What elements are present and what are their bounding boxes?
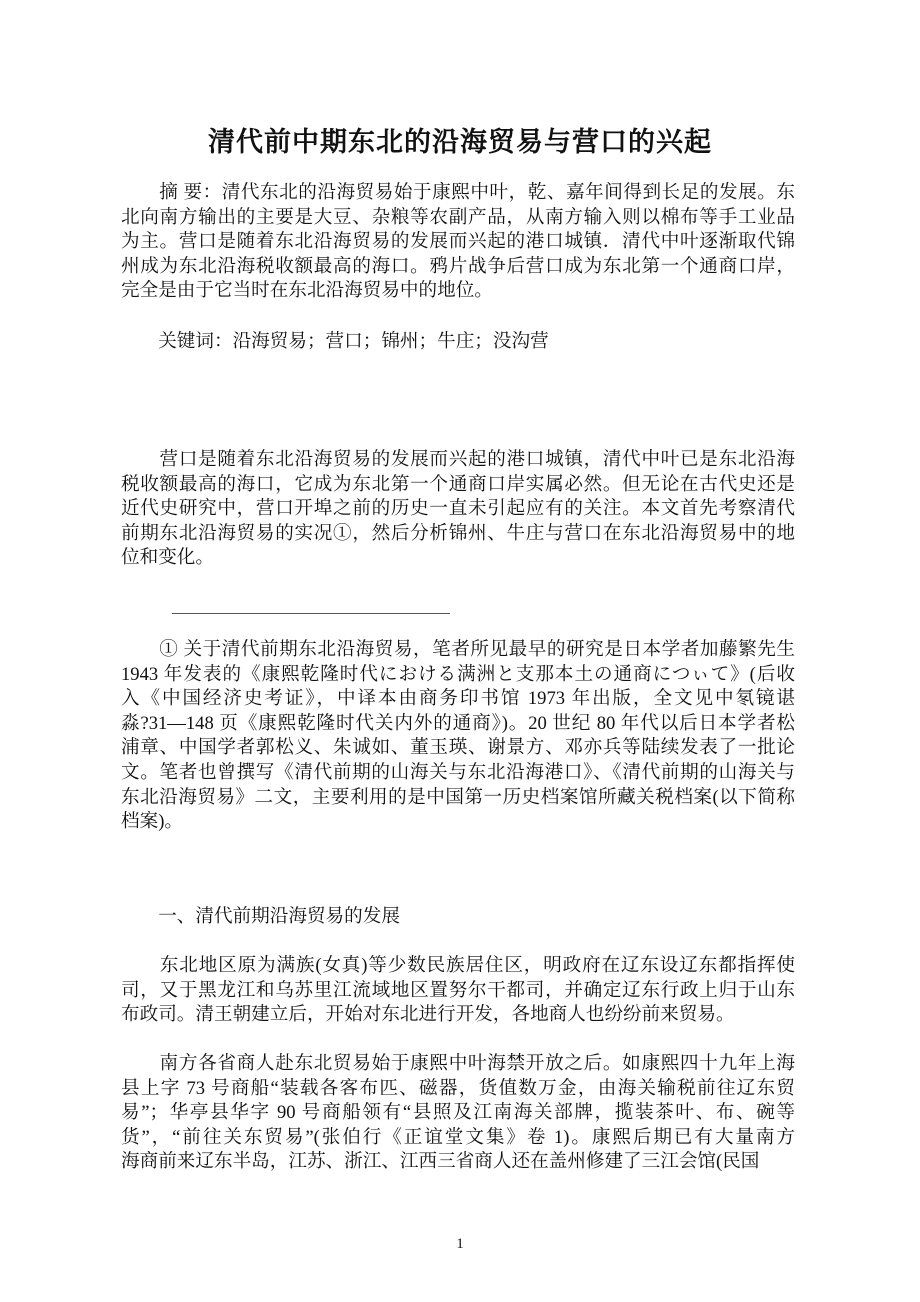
keywords	[121, 330, 795, 355]
text-line: 北向南方输出的主要是大豆、杂粮等农副产品，从南方输入则以棉布等手工业品	[121, 206, 795, 228]
text-line: ① 关于清代前期东北沿海贸易，笔者所见最早的研究是日本学者加藤繁先生	[121, 639, 795, 660]
text-line: 位和变化。	[121, 547, 214, 569]
footnote	[121, 638, 795, 835]
text-line: 东北地区原为满族(女真)等少数民族居住区，明政府在辽东设辽东都指挥使	[121, 955, 795, 976]
text-line: 州成为东北沿海税收额最高的海口。鸦片战争后营口成为东北第一个通商口岸，	[121, 255, 795, 277]
text-line: 档案)。	[121, 811, 183, 833]
text-line: 司，又于黑龙江和乌苏里江流域地区置努尔干都司，并确定辽东行政上归于山东	[121, 979, 795, 1001]
footnote-separator	[172, 613, 450, 614]
text-line: 入《中国经济史考证》，中译本由商务印书馆 1973 年出版，全文见中氡镜谌	[121, 688, 795, 710]
text-line: 浦章、中国学者郭松义、朱诚如、董玉瑛、谢景方、邓亦兵等陆续发表了一批论	[121, 737, 795, 759]
text-line: 易”；华亭县华字 90 号商船领有“县照及江南海关部牌，揽装茶叶、布、碗等	[121, 1102, 795, 1124]
text-line: 布政司。清王朝建立后，开始对东北进行开发，各地商人也纷纷前来贸易。	[121, 1004, 735, 1026]
text-line: 文。笔者也曾撰写《清代前期的山海关与东北沿海港口》、《清代前期的山海关与	[121, 761, 795, 783]
text-line: 淼?31—148 页《康熙乾隆时代关内外的通商》)。20 世纪 80 年代以后日本学者松	[121, 712, 795, 734]
text-line: 税收额最高的海口，它成为东北第一个通商口岸实属必然。但无论在古代史还是	[121, 473, 795, 495]
text-line: 一、清代前期沿海贸易的发展	[121, 906, 400, 927]
text-line: 货”，“前往关东贸易”(张伯行《正谊堂文集》卷 1)。康熙后期已有大量南方	[121, 1126, 795, 1148]
text-line: 前期东北沿海贸易的实况①，然后分析锦州、牛庄与营口在东北沿海贸易中的地	[121, 522, 795, 544]
abstract	[121, 181, 795, 304]
text-line: 近代史研究中，营口开埠之前的历史一直未引起应有的关注。本文首先考察清代	[121, 498, 795, 520]
page-number: 1	[456, 1236, 464, 1252]
text-line: 1943 年发表的《康熙乾隆时代における满洲と支那本土の通商につぃて》(后收	[121, 663, 795, 685]
text-line: 为主。营口是随着东北沿海贸易的发展而兴起的港口城镇．清代中叶逐渐取代锦	[121, 231, 795, 253]
intro-paragraph	[121, 448, 795, 571]
text-line: 县上字 73 号商船“装载各客布匹、磁器，货值数万金，由海关输税前往辽东贸	[121, 1077, 795, 1099]
text-line: 营口是随着东北沿海贸易的发展而兴起的港口城镇，清代中叶已是东北沿海	[121, 449, 795, 470]
section-heading	[121, 905, 795, 930]
text-line: 完全是由于它当时在东北沿海贸易中的地位。	[121, 280, 493, 302]
body-paragraph-1	[121, 954, 795, 1028]
text-line: 东北沿海贸易》二文，主要利用的是中国第一历史档案馆所藏关税档案(以下简称	[121, 786, 795, 808]
body-paragraph-2	[121, 1052, 795, 1175]
text-line: 海商前来辽东半岛，江苏、浙江、江西三省商人还在盖州修建了三江会馆(民国	[121, 1151, 760, 1173]
text-line: 关键词：沿海贸易；营口；锦州；牛庄；没沟营	[121, 331, 549, 352]
text-line: 摘 要：清代东北的沿海贸易始于康熙中叶，乾、嘉年间得到长足的发展。东	[121, 182, 795, 203]
text-line: 南方各省商人赴东北贸易始于康熙中叶海禁开放之后。如康熙四十九年上海	[121, 1053, 795, 1074]
document-title: 清代前中期东北的沿海贸易与营口的兴起	[208, 127, 712, 157]
